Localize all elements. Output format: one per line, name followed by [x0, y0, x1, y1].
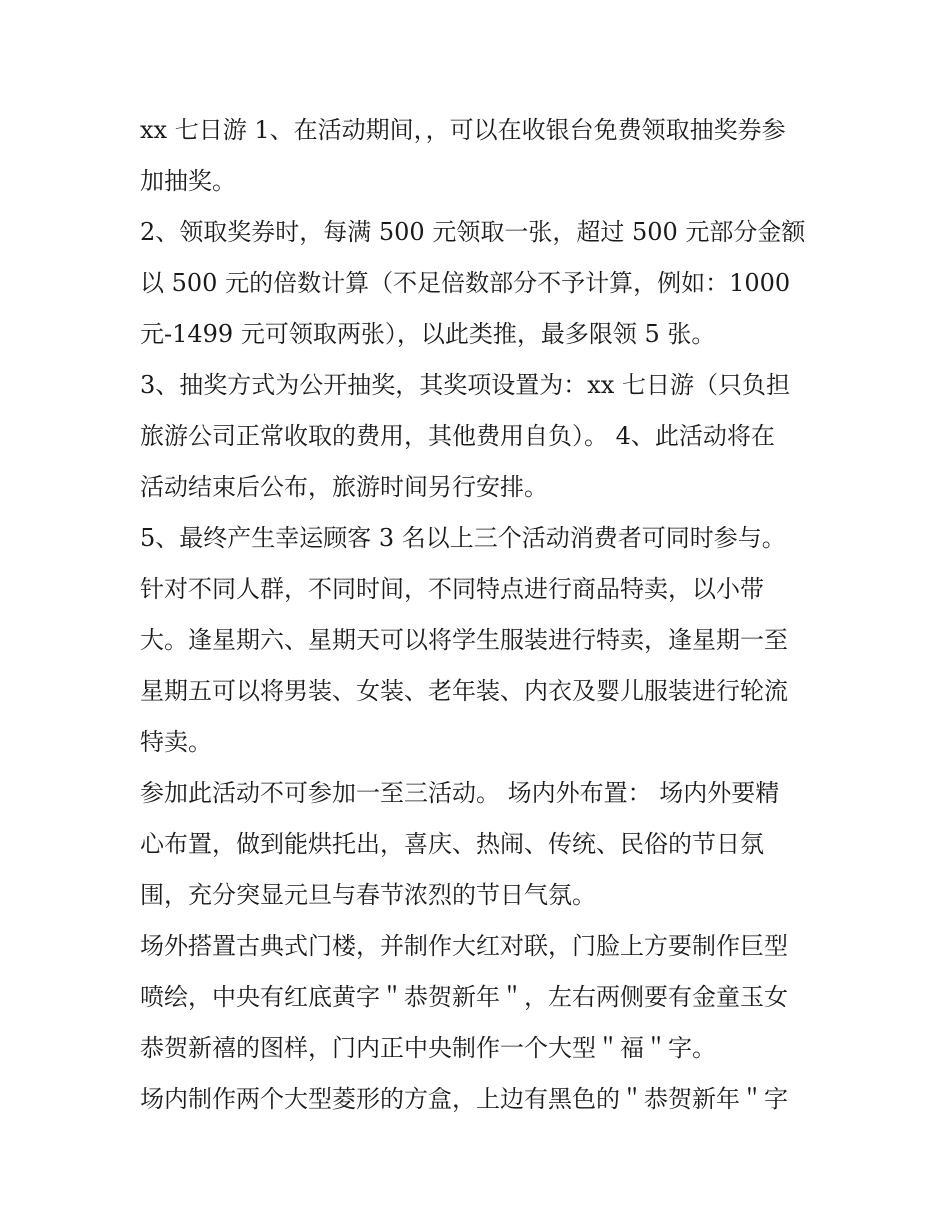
text-line: 针对不同人群，不同时间，不同特点进行商品特卖，以小带 [140, 575, 764, 603]
text-line: xx 七日游 1、在活动期间，，可以在收银台免费领取抽奖券参 [140, 116, 786, 144]
text-line: 心布置，做到能烘托出，喜庆、热闹、传统、民俗的节日氛 [140, 830, 764, 858]
text-line: 星期五可以将男装、女装、老年装、内衣及婴儿服装进行轮流 [140, 677, 788, 705]
text-line: 喷绘，中央有红底黄字＂恭贺新年＂，左右两侧要有金童玉女 [140, 983, 788, 1011]
text-line: 2、领取奖券时，每满 500 元领取一张，超过 500 元部分金额 [140, 218, 806, 246]
text-line: 参加此活动不可参加一至三活动。 场内外布置： 场内外要精 [140, 779, 780, 807]
text-line: 场外搭置古典式门楼，并制作大红对联，门脸上方要制作巨型 [140, 932, 788, 960]
text-line: 场内制作两个大型菱形的方盒，上边有黑色的＂恭贺新年＂字 [140, 1085, 788, 1113]
text-line: 大。逢星期六、星期天可以将学生服装进行特卖，逢星期一至 [140, 626, 788, 654]
text-line: 5、最终产生幸运顾客 3 名以上三个活动消费者可同时参与。 [140, 524, 786, 552]
text-line: 恭贺新禧的图样，门内正中央制作一个大型＂福＂字。 [140, 1034, 716, 1062]
text-line: 以 500 元的倍数计算（不足倍数部分不予计算，例如：1000 [140, 269, 791, 297]
text-line: 特卖。 [140, 728, 212, 756]
text-line: 旅游公司正常收取的费用，其他费用自负）。 4、此活动将在 [140, 422, 775, 450]
text-line: 围，充分突显元旦与春节浓烈的节日气氛。 [140, 881, 596, 909]
text-line: 加抽奖。 [140, 167, 236, 195]
text-line: 元-1499 元可领取两张），以此类推，最多限领 5 张。 [140, 320, 716, 348]
text-line: 3、抽奖方式为公开抽奖，其奖项设置为：xx 七日游（只负担 [140, 371, 790, 399]
document-body [140, 105, 820, 1125]
text-line: 活动结束后公布，旅游时间另行安排。 [140, 473, 548, 501]
